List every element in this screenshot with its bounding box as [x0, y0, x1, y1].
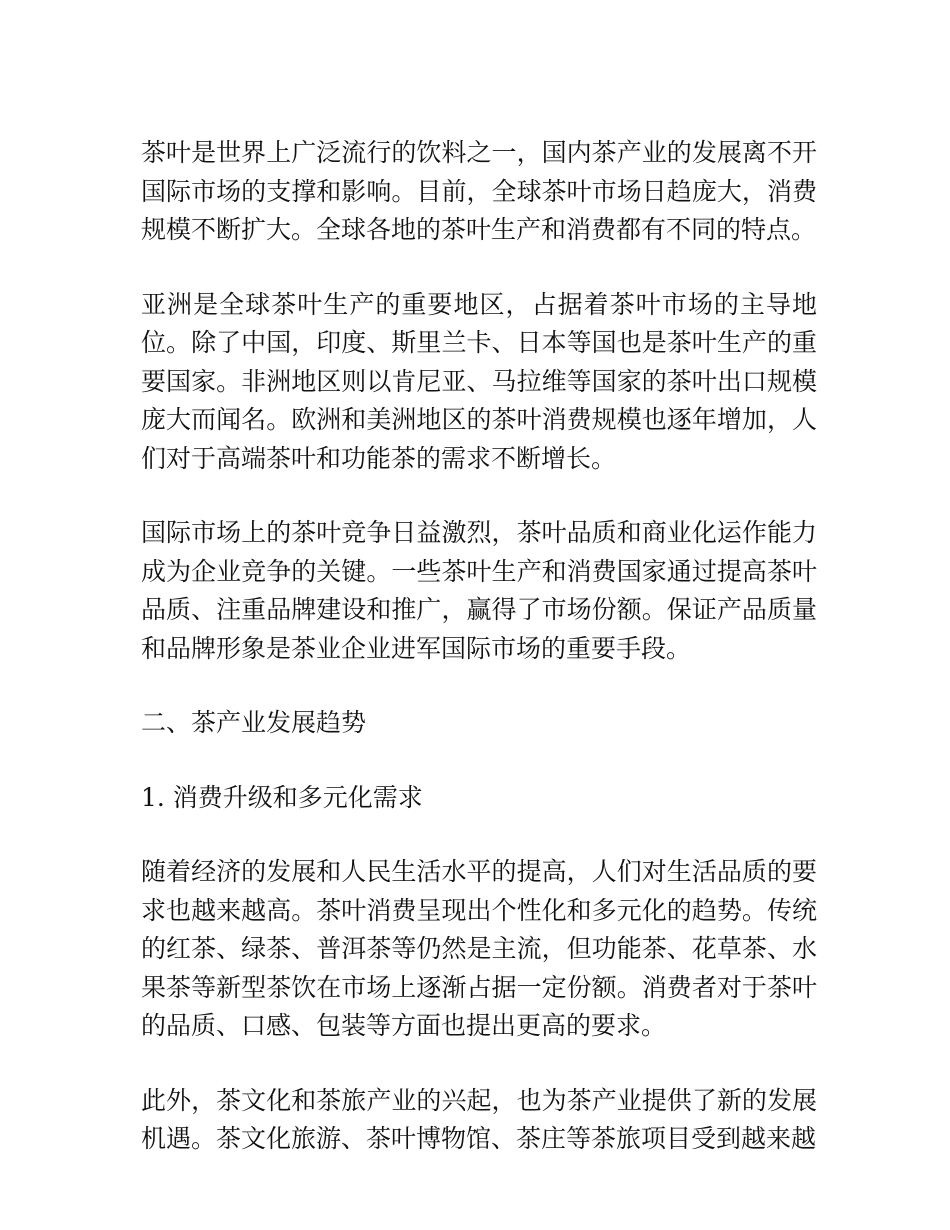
- document-body: [141, 134, 817, 1195]
- paragraph-tea-culture-tourism: 此外，茶文化和茶旅产业的兴起，也为茶产业提供了新的发展机遇。茶文化旅游、茶叶博物馆、茶庄等茶旅项目受到越来越: [141, 1085, 817, 1153]
- paragraph-consumption-upgrade: 随着经济的发展和人民生活水平的提高，人们对生活品质的要求也越来越高。茶叶消费呈现出个性化和多元化的趋势。传统的红茶、绿茶、普洱茶等仍然是主流，但功能茶、花草茶、水果茶等新型茶饮在市场上逐渐占据一定份额。消费者对于茶叶的品质、口感、包装等方面也提出更高的要求。: [141, 857, 817, 1040]
- section-heading: 二、茶产业发展趋势: [141, 708, 367, 737]
- paragraph-global-tea-market: 茶叶是世界上广泛流行的饮料之一，国内茶产业的发展离不开国际市场的支撑和影响。目前，全球茶叶市场日趋庞大，消费规模不断扩大。全球各地的茶叶生产和消费都有不同的特点。: [141, 138, 817, 244]
- paragraph-international-competition: 国际市场上的茶叶竞争日益激烈，茶叶品质和商业化运作能力成为企业竞争的关键。一些茶叶生产和消费国家通过提高茶叶品质、注重品牌建设和推广，赢得了市场份额。保证产品质量和品牌形象是茶业企业进军国际市场的重要手段。: [141, 518, 817, 663]
- paragraph-asia-tea-production: 亚洲是全球茶叶生产的重要地区，占据着茶叶市场的主导地位。除了中国，印度、斯里兰卡、日本等国也是茶叶生产的重要国家。非洲地区则以肯尼亚、马拉维等国家的茶叶出口规模庞大而闻名。欧洲和美洲地区的茶叶消费规模也逐年增加，人们对于高端茶叶和功能茶的需求不断增长。: [141, 289, 817, 473]
- subsection-heading: 1. 消费升级和多元化需求: [141, 782, 423, 812]
